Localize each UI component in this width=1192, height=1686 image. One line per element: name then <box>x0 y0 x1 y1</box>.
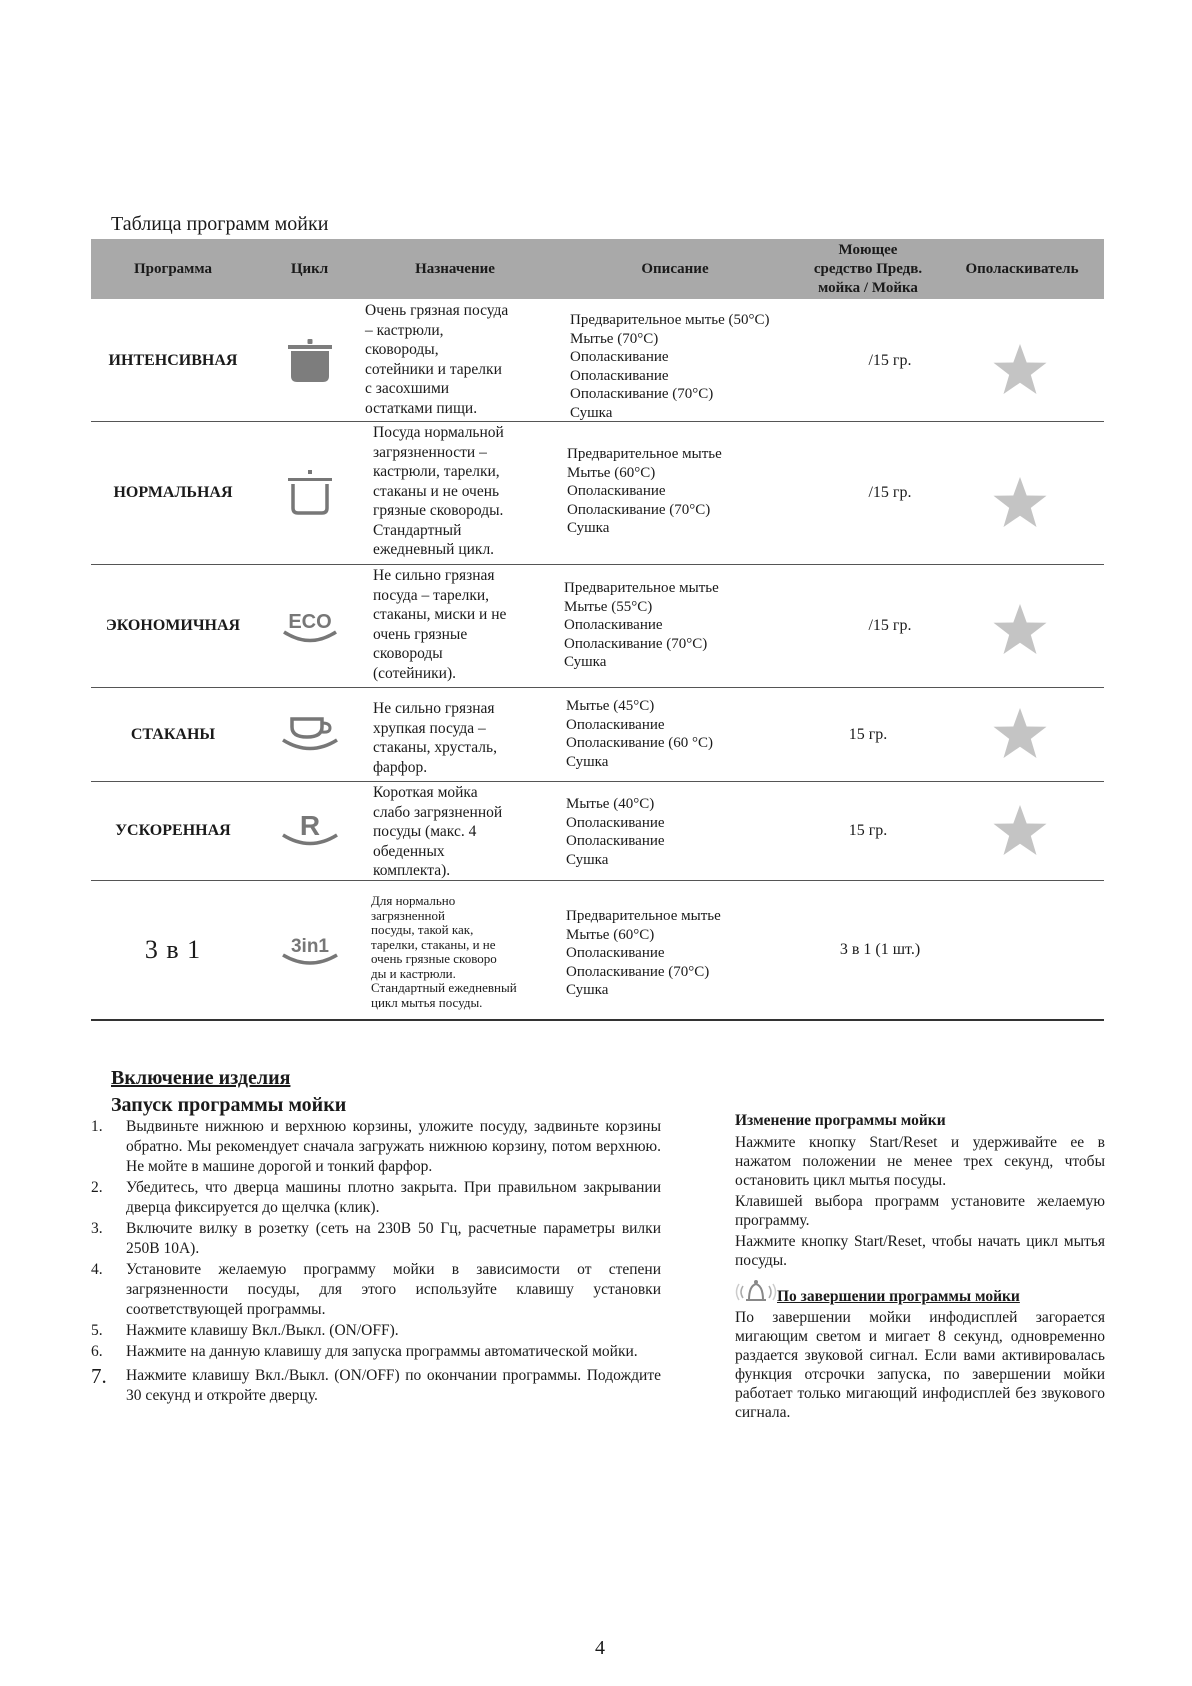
header-detergent-line3: мойка / Мойка <box>818 279 918 296</box>
detergent-amount: /15 гр. <box>868 484 912 501</box>
program-name: СТАКАНЫ <box>130 725 216 743</box>
header-rinse-aid: Ополаскиватель <box>965 260 1079 277</box>
star-icon <box>980 791 1060 871</box>
program-name: НОРМАЛЬНАЯ <box>113 484 233 501</box>
cup-icon <box>275 688 345 781</box>
section-subtitle: Запуск программы мойки <box>111 1094 347 1116</box>
list-item: 1. Выдвиньте нижнюю и верхнюю корзины, уложите посуду, задвиньте корзины обратно. Мы рекомендует сначала загружать нижнюю корзину, потом верхнюю. Не мойте в машине дорогой и тонкий фарфор. <box>91 1118 661 1175</box>
star-icon <box>980 694 1060 774</box>
header-purpose: Назначение <box>415 260 495 277</box>
description-text: Мытье (40°C) Ополаскивание Ополаскивание Сушка <box>566 796 665 868</box>
purpose-text: Не сильно грязная посуда – тарелки, стаканы, миски и не очень грязные сковороды (сотейники). <box>373 567 507 682</box>
rapid-icon <box>275 782 345 880</box>
bell-icon <box>735 1278 777 1306</box>
steps-list <box>88 1117 661 1407</box>
purpose-text: Очень грязная посуда – кастрюли, сковороды, сотейники и тарелки с засохшими остатками пищи. <box>365 302 509 417</box>
finish-heading-row <box>735 1278 1105 1306</box>
section-title: Включение изделия <box>111 1067 291 1089</box>
program-name: ИНТЕНСИВНАЯ <box>108 351 238 369</box>
change-paragraph-2: Клавишей выбора программ установите желаемую программу. <box>735 1193 1105 1229</box>
list-item: 2. Убедитесь, что дверца машины плотно закрыта. При правильном закрывании дверца фиксируется до щелчка (клик). <box>91 1179 661 1216</box>
3in1-icon <box>275 881 345 1019</box>
svg-text:ECO: ECO <box>288 611 332 633</box>
detergent-amount: 15 гр. <box>848 822 888 839</box>
program-name: УСКОРЕННАЯ <box>115 822 231 839</box>
description-text: Предварительное мытье Мытье (55°C) Ополаскивание Ополаскивание (70°C) Сушка <box>564 580 719 670</box>
detergent-amount: 3 в 1 (1 шт.) <box>839 941 921 958</box>
detergent-amount: /15 гр. <box>868 351 912 369</box>
detergent-amount: 15 гр. <box>848 725 888 743</box>
finish-heading: По завершении программы мойки <box>777 1288 1020 1305</box>
header-detergent-line2: средство Предв. <box>813 260 923 277</box>
program-name: 3 в 1 <box>144 935 202 964</box>
finish-paragraph: По завершении мойки инфодисплей загорается мигающим светом и мигает 8 секунд, одновременно раздается звуковой сигнал. Если вами активировалась функция отсрочки запуска, по завершении мойки работает только мигающий инфодисплей без звукового сигнала. <box>735 1309 1105 1421</box>
svg-text:3in1: 3in1 <box>290 936 330 957</box>
star-icon <box>980 330 1060 410</box>
table-bottom-rule <box>91 1019 1104 1021</box>
purpose-text: Не сильно грязная хрупкая посуда – стаканы, хрусталь, фарфор. <box>373 700 497 776</box>
purpose-text: Короткая мойка слабо загрязненной посуды (макс. 4 обеденных комплекта). <box>373 784 503 879</box>
eco-icon <box>275 565 345 687</box>
change-paragraph-3: Нажмите кнопку Start/Reset, чтобы начать цикл мытья посуды. <box>735 1233 1105 1269</box>
description-text: Предварительное мытье Мытье (60°C) Ополаскивание Ополаскивание (70°C) Сушка <box>566 908 721 998</box>
list-item: 6. Нажмите на данную клавишу для запуска программы автоматической мойки. <box>91 1343 638 1360</box>
change-paragraph-1: Нажмите кнопку Start/Reset и удерживайте ее в нажатом положении не менее трех секунд, чтобы остановить цикл мытья посуды. <box>735 1134 1105 1189</box>
header-cycle: Цикл <box>290 260 329 277</box>
purpose-text: Для нормально загрязненной посуды, такой как, тарелки, стаканы, и не очень грязные сковоро ды и кастрюли. Стандартный ежедневный цикл мытья посуды. <box>371 893 517 1010</box>
page-number: 4 <box>595 1637 605 1659</box>
list-item: 7. Нажмите клавишу Вкл./Выкл. (ON/OFF) по окончании программы. Подождите 30 секунд и откройте дверцу. <box>91 1364 661 1404</box>
header-detergent <box>800 239 936 299</box>
purpose-text: Посуда нормальной загрязненности – кастрюли, тарелки, стаканы и не очень грязные сковороды. Стандартный ежедневный цикл. <box>373 424 504 558</box>
list-item: 3. Включите вилку в розетку (сеть на 230В 50 Гц, расчетные параметры вилки 250В 10А). <box>91 1220 661 1257</box>
star-icon <box>980 463 1060 543</box>
description-text: Мытье (45°C) Ополаскивание Ополаскивание (60 °C) Сушка <box>566 698 714 770</box>
header-program: Программа <box>134 260 212 277</box>
change-program-block <box>735 1111 1105 1422</box>
program-name: ЭКОНОМИЧНАЯ <box>105 617 241 634</box>
list-item: 4. Установите желаемую программу мойки в зависимости от степени загрязненности посуды, для этого используйте клавишу установки соответствующей программы. <box>91 1261 661 1318</box>
header-description: Описание <box>641 260 709 277</box>
header-detergent-line1: Моющее <box>838 241 898 258</box>
pot-filled-icon <box>275 300 345 421</box>
list-item: 5. Нажмите клавишу Вкл./Выкл. (ON/OFF). <box>91 1322 399 1339</box>
pot-outline-icon <box>275 422 345 564</box>
svg-text:R: R <box>299 810 321 841</box>
star-icon <box>980 590 1060 670</box>
description-text: Предварительное мытье Мытье (60°C) Ополаскивание Ополаскивание (70°C) Сушка <box>567 446 722 536</box>
description-text: Предварительное мытье (50°C) Мытье (70°C) Ополаскивание Ополаскивание Ополаскивание (70°C) Сушка <box>570 312 770 421</box>
table-title: Таблица программ мойки <box>111 213 329 235</box>
detergent-amount: /15 гр. <box>868 617 912 634</box>
change-heading: Изменение программы мойки <box>735 1112 946 1129</box>
